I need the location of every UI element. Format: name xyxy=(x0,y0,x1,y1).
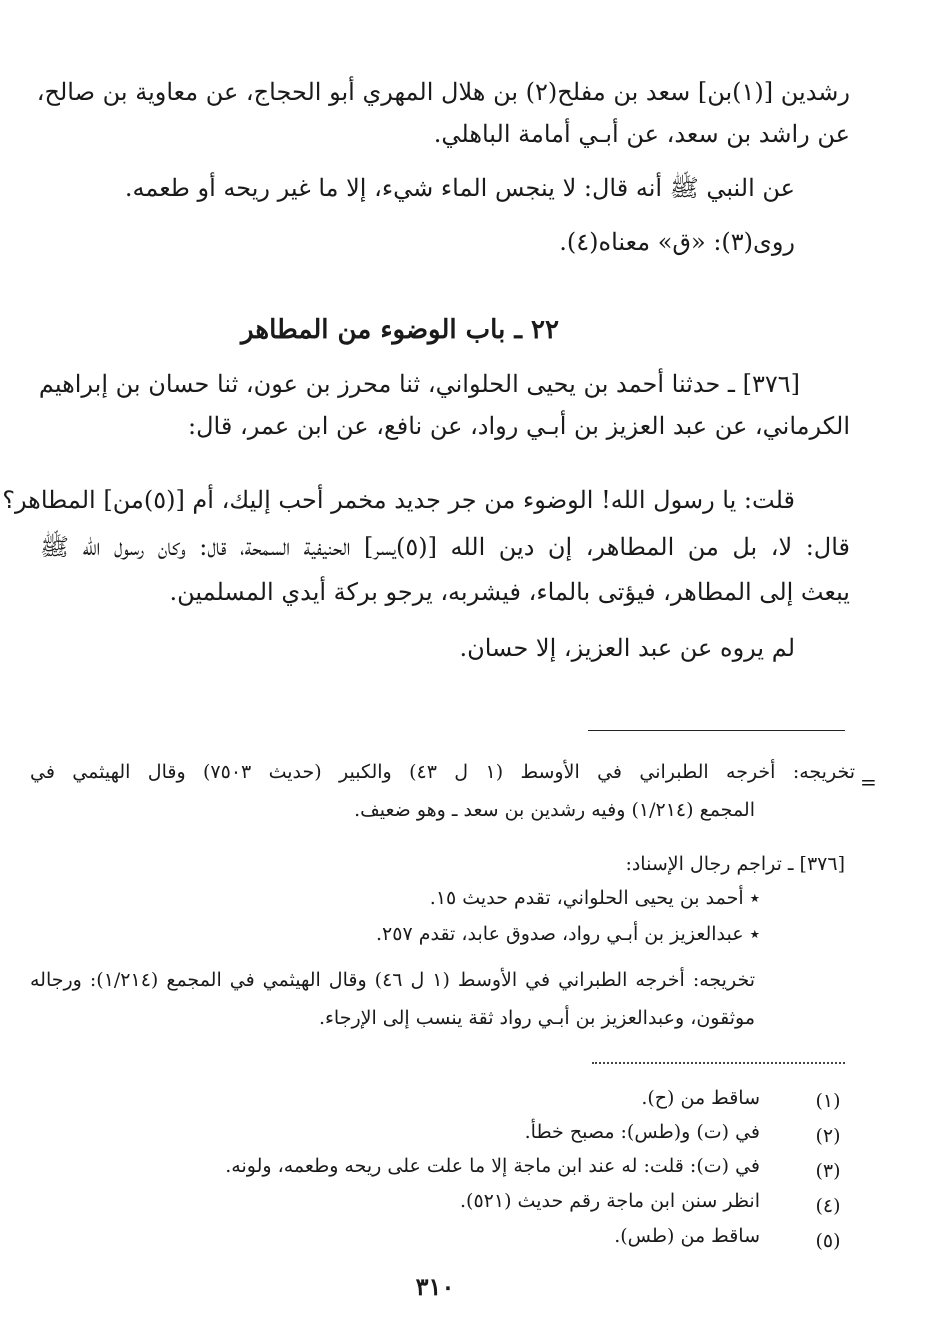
footnote-divider xyxy=(592,1062,845,1064)
tarajim-heading: [٣٧٦] ـ تراجم رجال الإسناد: xyxy=(625,853,845,875)
takhrij-2-line-2: موثقون، وعبدالعزيز بن أبـي رواد ثقة ينسب إلى الإرجاء. xyxy=(318,1007,755,1029)
main-line-2: عن راشد بن سعد، عن أبـي أمامة الباهلي. xyxy=(433,120,850,148)
separator-rule xyxy=(588,730,845,731)
footnote-number: (١) xyxy=(815,1090,841,1112)
page-number: ٣١٠ xyxy=(415,1272,455,1301)
main-line-3: عن النبي ﷺ أنه قال: لا ينجس الماء شيء، إلا ما غير ريحه أو طعمه. xyxy=(124,174,795,202)
footnote-text: انظر سنن ابن ماجة رقم حديث (٥٢١). xyxy=(460,1190,760,1212)
footnote-number: (٤) xyxy=(815,1195,841,1217)
tarajim-item-1: ٭ أحمد بن يحيى الحلواني، تقدم حديث ١٥. xyxy=(429,887,760,909)
hadith-line-2: الكرماني، عن عبد العزيز بن أبـي رواد، عن نافع، عن ابن عمر، قال: xyxy=(188,412,850,440)
takhrij-2-line-1: تخريجه: أخرجه الطبراني في الأوسط (١ ل ٤٦) وقال الهيثمي في المجمع (١/٢١٤): ورجاله xyxy=(30,969,755,991)
footnote-text: ساقط من (ح). xyxy=(641,1087,760,1109)
takhrij-1-line-1: تخريجه: أخرجه الطبراني في الأوسط (١ ل ٤٣) والكبير (حديث ٧٥٠٣) وقال الهيثمي في xyxy=(30,761,856,783)
footnote-number: (٥) xyxy=(815,1230,841,1252)
footnote-number: (٢) xyxy=(815,1125,841,1147)
chapter-heading: ٢٢ ـ باب الوضوء من المطاهر xyxy=(241,315,559,345)
hadith-line-4: قال: لا، بل من المطاهر، إن دين الله [(٥)يسر] الحنيفية السمحة، قال: وكان رسول الله ﷺ xyxy=(40,533,851,561)
takhrij-1-line-2: المجمع (١/٢١٤) وفيه رشدين بن سعد ـ وهو ضعيف. xyxy=(354,799,755,821)
hadith-line-5: يبعث إلى المطاهر، فيؤتى بالماء، فيشربه، يرجو بركة أيدي المسلمين. xyxy=(169,578,850,606)
footnote-text: ساقط من (طس). xyxy=(614,1225,760,1247)
footnote-number: (٣) xyxy=(815,1160,841,1182)
main-line-1: رشدين [(١)بن] سعد بن مفلح(٢) بن هلال المهري أبو الحجاج، عن معاوية بن صالح، xyxy=(36,78,850,106)
equals-mark: = xyxy=(860,770,877,794)
hadith-line-6: لم يروه عن عبد العزيز، إلا حسان. xyxy=(459,634,795,662)
hadith-line-3: قلت: يا رسول الله! الوضوء من جر جديد مخمر أحب إليك، أم [(٥)من] المطاهر؟ xyxy=(2,486,795,514)
hadith-line-1: [٣٧٦] ـ حدثنا أحمد بن يحيى الحلواني، ثنا محرز بن عون، ثنا حسان بن إبراهيم xyxy=(38,370,800,398)
tarajim-item-2: ٭ عبدالعزيز بن أبـي رواد، صدوق عابد، تقدم ٢٥٧. xyxy=(376,923,760,945)
footnote-text: في (ت) و(طس): مصبح خطأ. xyxy=(524,1121,760,1143)
footnote-text: في (ت): قلت: له عند ابن ماجة إلا ما علت على ريحه وطعمه، ولونه. xyxy=(225,1155,760,1177)
main-line-4: روى(٣): «ق» معناه(٤). xyxy=(559,228,795,256)
